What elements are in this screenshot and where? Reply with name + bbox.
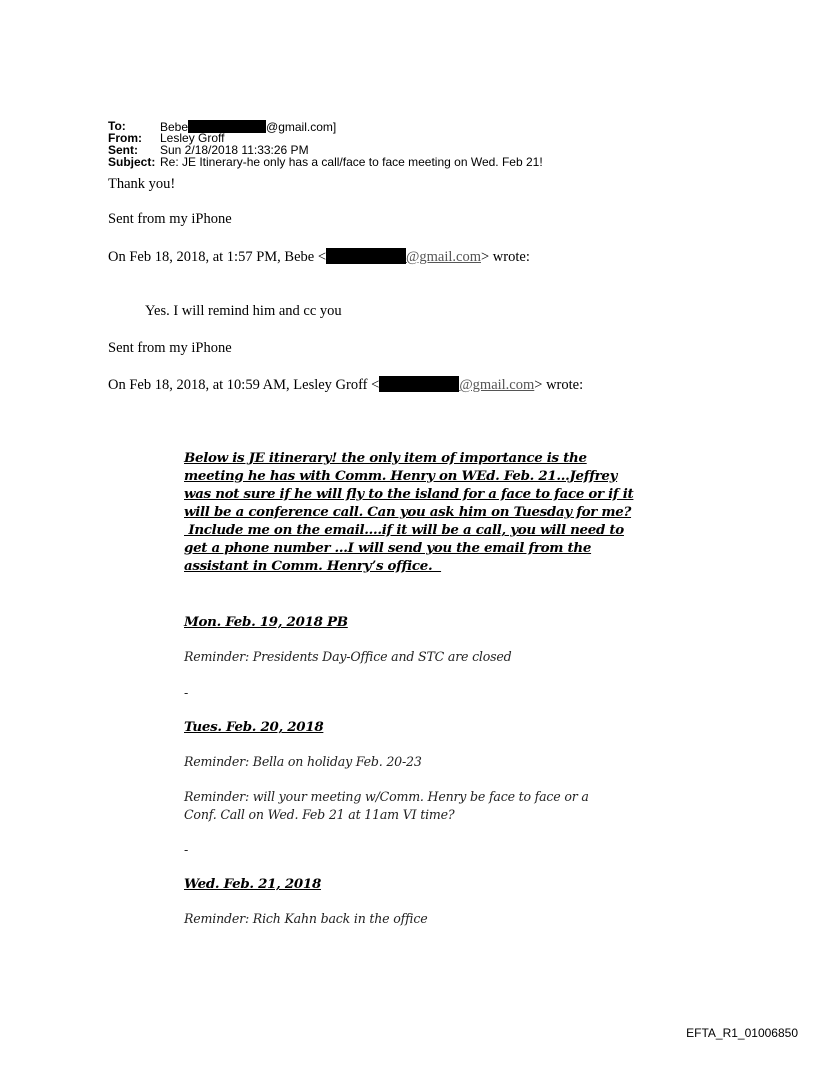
signature: Sent from my iPhone [108,340,232,356]
separator-dash: - [184,685,189,700]
itinerary-intro [184,449,633,575]
day-heading: Tues. Feb. 20, 2018 [184,719,324,735]
intro-line: Below is JE itinerary! the only item of importance is the [184,450,587,466]
reply-text: Yes. I will remind him and cc you [145,303,342,319]
intro-line: was not sure if he will fly to the island for a face to face or if it [184,486,634,502]
thanks-text: Thank you! [108,176,176,192]
sent-value: Sun 2/18/2018 11:33:26 PM [160,143,309,157]
day-heading: Wed. Feb. 21, 2018 [184,876,321,892]
intro-line: assistant in Comm. Henry’s office. [184,558,442,574]
from-value: Lesley Groff [160,131,225,145]
email-link[interactable]: @gmail.com [406,249,481,265]
to-prefix: Bebe [160,120,189,134]
separator-dash: - [184,842,189,857]
signature: Sent from my iPhone [108,211,232,227]
subject-value: Re: JE Itinerary-he only has a call/face to face meeting on Wed. Feb 21! [160,155,543,169]
intro-line: get a phone number …I will send you the email from the [184,540,592,556]
day-heading: Mon. Feb. 19, 2018 PB [184,614,348,630]
intro-line: Include me on the email….if it will be a call, you will need to [184,522,624,538]
intro-line: will be a conference call. Can you ask him on Tuesday for me? [184,504,632,520]
document-id: EFTA_R1_01006850 [686,1026,798,1040]
intro-line: meeting he has with Comm. Henry on WEd. Feb. 21…Jeffrey [184,468,618,484]
quote-header: On Feb 18, 2018, at 1:57 PM, Bebe < @gmail.com> wrote: [108,249,530,265]
reminder: Reminder: Presidents Day-Office and STC are closed [184,649,512,664]
email-link[interactable]: @gmail.com [459,377,535,393]
subject-label: Subject: [108,155,156,169]
redaction-box [379,376,459,392]
reminder: Reminder: Rich Kahn back in the office [184,911,428,926]
redaction-box [326,248,406,264]
sent-label: Sent: [108,143,138,157]
reminder: Reminder: will your meeting w/Comm. Henry be face to face or a [184,789,589,804]
reminder: Reminder: Bella on holiday Feb. 20-23 [184,754,422,769]
subject-row [108,156,808,168]
reminder-continued: Conf. Call on Wed. Feb 21 at 11am VI time? [184,807,455,822]
to-suffix: @gmail.com] [266,120,337,134]
quote-header: On Feb 18, 2018, at 10:59 AM, Lesley Groff < @gmail.com> wrote: [108,377,584,393]
to-label: To: [108,119,126,133]
from-label: From: [108,131,142,145]
